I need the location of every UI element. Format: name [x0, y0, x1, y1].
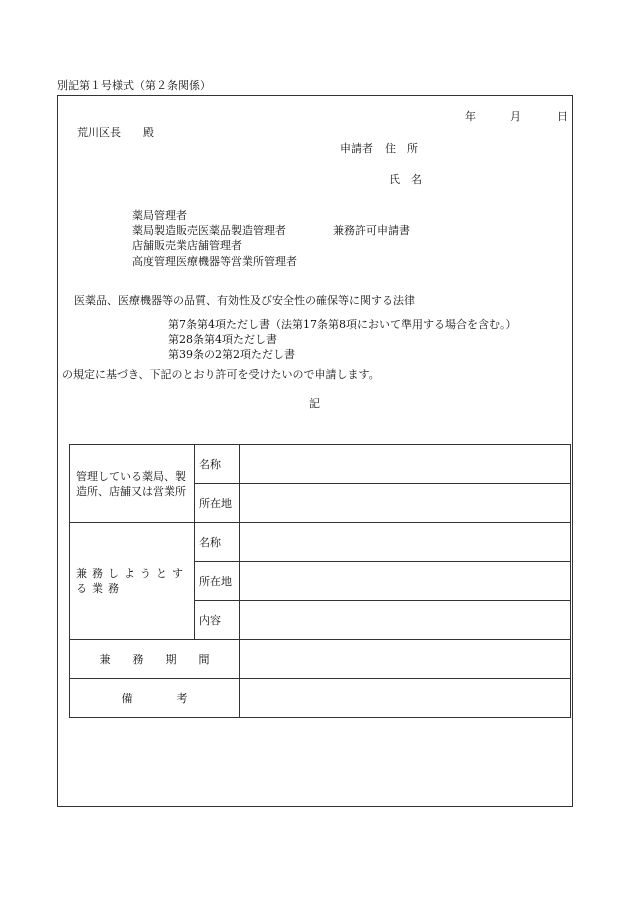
- applicant-address-label: 住 所: [385, 142, 418, 155]
- application-table: [69, 444, 571, 718]
- form-number: 別記第１号様式（第２条関係）: [57, 79, 211, 92]
- remarks-label: 備 考: [70, 679, 240, 718]
- concurrent-name-field[interactable]: [240, 523, 571, 562]
- managed-facility-label: 管理している薬局、製造所、店舗又は営業所: [70, 445, 195, 523]
- applicant-name-label: 氏 名: [389, 173, 422, 186]
- concurrent-location-label: 所在地: [195, 562, 240, 601]
- law-article-1: 第7条第4項ただし書（法第17条第8項において準用する場合を含む。）: [168, 318, 517, 331]
- remarks-field[interactable]: [240, 679, 571, 718]
- managed-location-field[interactable]: [240, 484, 571, 523]
- role-pharmacy-manager: 薬局管理者: [132, 209, 187, 222]
- addressee-honorific: 殿: [143, 126, 154, 139]
- addressee-name: 荒川区長: [77, 126, 121, 139]
- managed-name-field[interactable]: [240, 445, 571, 484]
- role-device-sales-manager: 高度管理医療機器等営業所管理者: [132, 255, 297, 268]
- concurrent-content-label: 内容: [195, 601, 240, 640]
- document-title: 兼務許可申請書: [333, 224, 410, 237]
- applicant-label: 申請者: [340, 142, 373, 155]
- concurrent-location-field[interactable]: [240, 562, 571, 601]
- law-name: 医薬品、医療機器等の品質、有効性及び安全性の確保等に関する法律: [74, 294, 415, 307]
- date-day: 日: [557, 110, 568, 123]
- managed-name-label: 名称: [195, 445, 240, 484]
- law-article-2: 第28条第4項ただし書: [168, 333, 277, 346]
- ki-label: 記: [309, 397, 320, 410]
- date-month: 月: [510, 110, 521, 123]
- date-year: 年: [465, 110, 476, 123]
- role-manufacturing-manager: 薬局製造販売医薬品製造管理者: [132, 224, 286, 237]
- application-statement: の規定に基づき、下記のとおり許可を受けたいので申請します。: [62, 368, 380, 381]
- law-article-3: 第39条の2第2項ただし書: [168, 348, 295, 361]
- managed-location-label: 所在地: [195, 484, 240, 523]
- concurrent-name-label: 名称: [195, 523, 240, 562]
- concurrent-content-field[interactable]: [240, 601, 571, 640]
- concurrent-duty-label: 兼務しようとする業務: [70, 523, 195, 640]
- concurrent-period-field[interactable]: [240, 640, 571, 679]
- concurrent-period-label: 兼 務 期 間: [70, 640, 240, 679]
- role-store-manager: 店舗販売業店舗管理者: [132, 239, 242, 252]
